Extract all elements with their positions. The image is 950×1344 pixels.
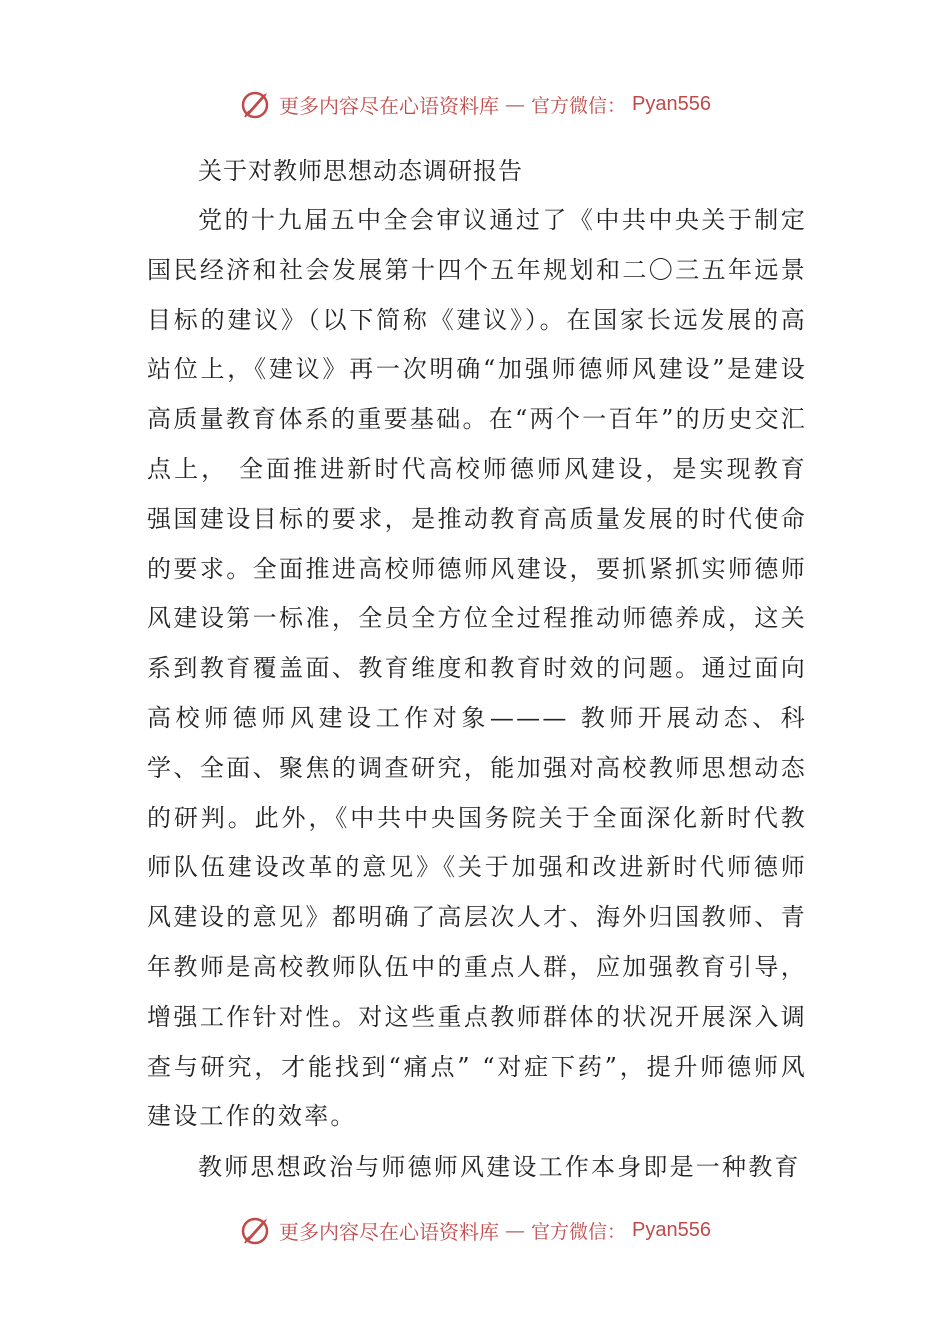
pen-circle-logo-icon (239, 1213, 273, 1247)
watermark-brand-text: 更多内容尽在心语资料库 (279, 93, 499, 118)
watermark-separator: — (505, 92, 525, 116)
watermark-official-label: 官方微信： (531, 94, 627, 117)
watermark-group (239, 87, 711, 121)
watermark-wechat-id: Pyan556 (632, 1218, 711, 1241)
document-title: 关于对教师思想动态调研报告 (198, 157, 523, 185)
watermark-wechat-id: Pyan556 (632, 92, 711, 115)
pen-circle-logo-icon (239, 87, 273, 121)
document-body (147, 146, 807, 1193)
paragraph-2: 教师思想政治与师德师风建设工作本身即是一种教育 (198, 1153, 801, 1182)
watermark-brand-text: 更多内容尽在心语资料库 (279, 1219, 499, 1244)
header-watermark (0, 84, 950, 124)
watermark-separator: — (505, 1218, 525, 1242)
paragraph-1: 党的十九届五中全会审议通过了《中共中央关于制定国民经济和社会发展第十四个五年规划和二〇三五年远景目标的建议》（以下简称《建议》）。在国家长远发展的高站位上，《建议》再一次明确“加强师德师风建设”是建设高质量教育体系的重要基础。在“两个一百年”的历史交汇点上， 全面推进新时代高校师德师风建设，是实现教育强国建设目标的要求，是推动教育高质量发展的时代使命的要求。全面推进高校师德师风建设，要抓紧抓实师德师风建设第一标准，全员全方位全过程推动师德养成，这关系到教育覆盖面、教育维度和教育时效的问题。通过面向高校师德师风建设工作对象——— 教师开展动态、科学、全面、聚焦的调查研究，能加强对高校教师思想动态的研判。此外，《中共中央国务院关于全面深化新时代教师队伍建设改革的意见》《关于加强和改进新时代师德师风建设的意见》都明确了高层次人才、海外归国教师、青年教师是高校教师队伍中的重点人群，应加强教育引导，增强工作针对性。对这些重点教师群体的状况开展深入调查与研究，才能找到“痛点” “对症下药”，提升师德师风建设工作的效率。 (147, 206, 807, 1131)
watermark-group (239, 1213, 711, 1247)
footer-watermark (0, 1210, 950, 1250)
watermark-official-label: 官方微信： (531, 1220, 627, 1243)
